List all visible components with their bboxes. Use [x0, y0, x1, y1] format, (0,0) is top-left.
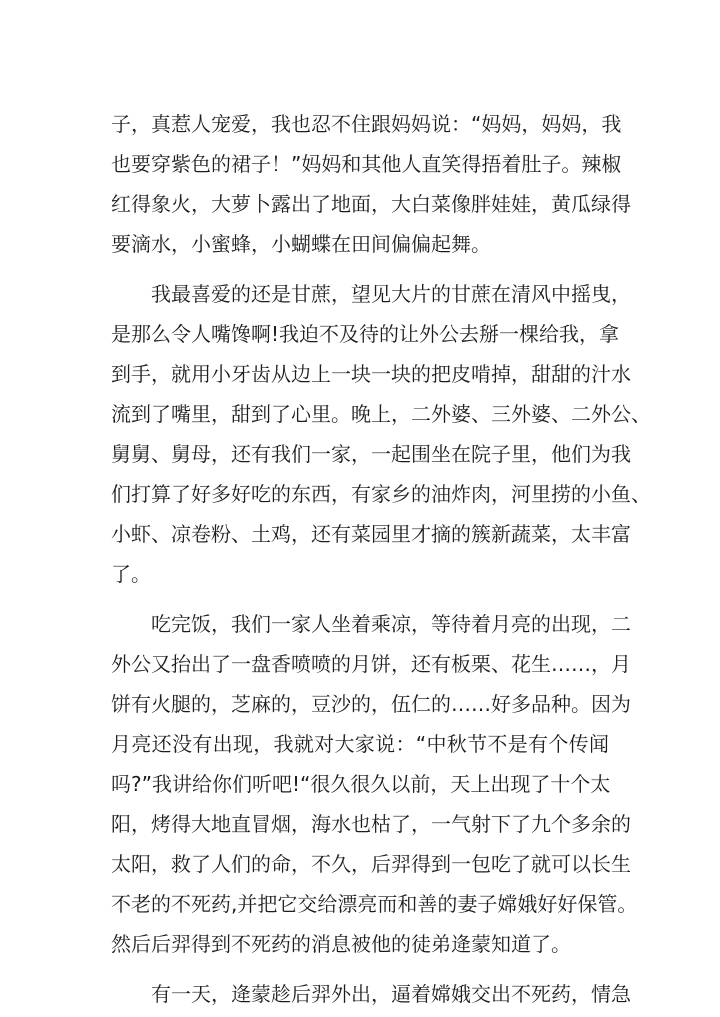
text-line: 然后后羿得到不死药的消息被他的徒弟逄蒙知道了。: [111, 932, 571, 956]
text-line: 我最喜爱的还是甘蔗，望见大片的甘蔗在清风中摇曳，: [151, 282, 631, 306]
text-line: 吗?”我讲给你们听吧!“很久很久以前，天上出现了十个太: [111, 772, 611, 796]
text-line: 们打算了好多好吃的东西，有家乡的油炸肉，河里捞的小鱼、: [111, 482, 651, 506]
text-line: 流到了嘴里，甜到了心里。晚上，二外婆、三外婆、二外公、: [111, 402, 651, 426]
text-line: 舅舅、舅母，还有我们一家，一起围坐在院子里，他们为我: [111, 442, 631, 466]
text-line: 月亮还没有出现，我就对大家说：“中秋节不是有个传闻: [111, 732, 609, 756]
text-line: 子，真惹人宠爱，我也忍不住跟妈妈说：“妈妈，妈妈，我: [111, 112, 622, 136]
text-line: 了。: [111, 562, 151, 586]
text-line: 小虾、凉卷粉、土鸡，还有菜园里才摘的簇新蔬菜，太丰富: [111, 522, 631, 546]
text-line: 不老的不死药,并把它交给漂亮而和善的妻子嫦娥好好保管。: [111, 892, 638, 916]
text-line: 到手，就用小牙齿从边上一块一块的把皮啃掉，甜甜的汁水: [111, 362, 631, 386]
text-line: 外公又抬出了一盘香喷喷的月饼，还有板栗、花生……，月: [111, 652, 631, 676]
text-line: 要滴水，小蜜蜂，小蝴蝶在田间偏偏起舞。: [111, 232, 491, 256]
text-line: 太阳，救了人们的命，不久，后羿得到一包吃了就可以长生: [111, 852, 631, 876]
text-line: 也要穿紫色的裙子！”妈妈和其他人直笑得捂着肚子。辣椒: [111, 152, 622, 176]
text-line: 是那么令人嘴馋啊!我迫不及待的让外公去掰一棵给我，拿: [111, 322, 620, 346]
text-line: 吃完饭，我们一家人坐着乘凉，等待着月亮的出现，二: [151, 612, 631, 636]
text-line: 饼有火腿的，芝麻的，豆沙的，伍仁的……好多品种。因为: [111, 692, 631, 716]
text-line: 阳，烤得大地直冒烟，海水也枯了，一气射下了九个多余的: [111, 812, 631, 836]
text-line: 有一天，逄蒙趁后羿外出，逼着嫦娥交出不死药，情急: [151, 982, 631, 1006]
text-line: 红得象火，大萝卜露出了地面，大白菜像胖娃娃，黄瓜绿得: [111, 192, 631, 216]
